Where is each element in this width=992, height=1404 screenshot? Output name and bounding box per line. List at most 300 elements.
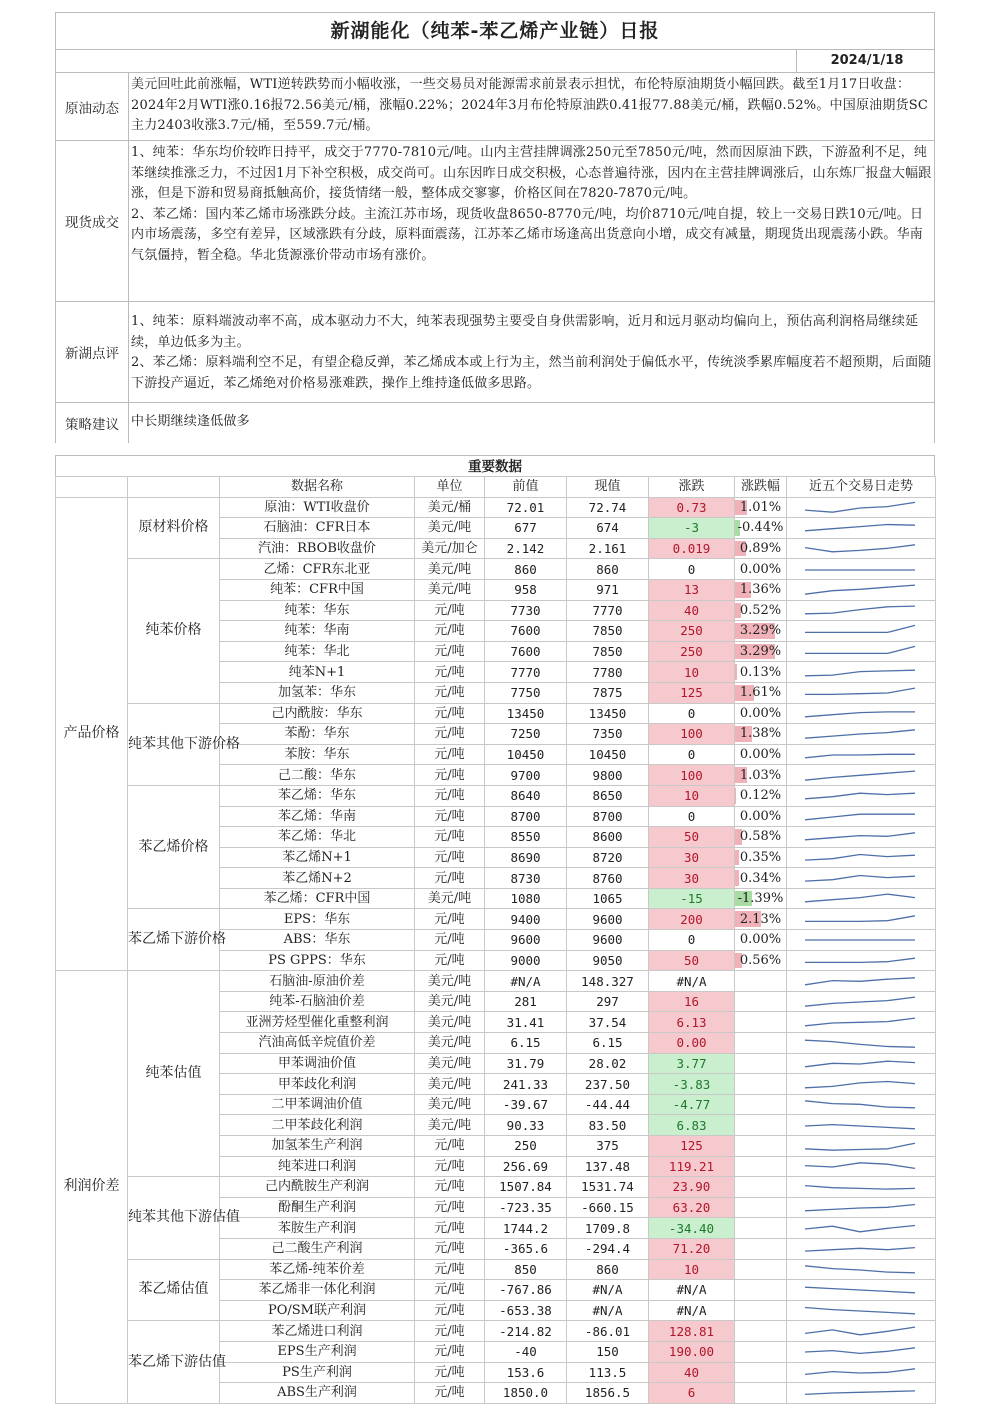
sparkline-line — [805, 502, 915, 512]
row-change: 0 — [649, 930, 735, 951]
row-name: 苯乙烯-纯苯价差 — [220, 1259, 415, 1280]
row-name: 纯苯：华南 — [220, 621, 415, 642]
row-cur: 28.02 — [567, 1053, 649, 1074]
row-sparkline — [787, 1012, 936, 1033]
pct-value: 0.58% — [739, 829, 782, 845]
pct-value: 0.12% — [739, 788, 782, 804]
row-change: -4.77 — [649, 1094, 735, 1115]
row-pct — [735, 1197, 787, 1218]
sparkline-line — [805, 1018, 915, 1026]
header-blank — [128, 477, 220, 498]
row-name: 苯乙烯进口利润 — [220, 1321, 415, 1342]
table-row — [56, 703, 936, 724]
row-change: #N/A — [649, 1300, 735, 1321]
row-change: 3.77 — [649, 1053, 735, 1074]
row-unit: 元/吨 — [415, 1259, 485, 1280]
sparkline-line — [805, 916, 915, 922]
row-name: 己二酸：华东 — [220, 765, 415, 786]
sparkline-line — [805, 771, 915, 780]
row-change: 250 — [649, 641, 735, 662]
table-row — [56, 909, 936, 930]
row-pct — [735, 1280, 787, 1301]
row-change: 30 — [649, 868, 735, 889]
row-sparkline — [787, 662, 936, 683]
group-label: 纯苯其他下游估值 — [128, 1177, 220, 1259]
sparkline-chart — [787, 992, 936, 1011]
header-unit: 单位 — [415, 477, 485, 498]
row-pct — [735, 888, 787, 909]
row-prev: 9000 — [485, 950, 567, 971]
row-unit: 美元/加仑 — [415, 538, 485, 559]
row-prev: -767.86 — [485, 1280, 567, 1301]
row-sparkline — [787, 724, 936, 745]
pct-bar — [735, 870, 739, 886]
sparkline-line — [805, 997, 915, 1006]
row-prev: 1744.2 — [485, 1218, 567, 1239]
row-change: #N/A — [649, 971, 735, 992]
group-label: 苯乙烯下游价格 — [128, 909, 220, 971]
row-unit: 元/吨 — [415, 1156, 485, 1177]
row-change: 200 — [649, 909, 735, 930]
row-unit: 美元/吨 — [415, 1012, 485, 1033]
sparkline-line — [805, 875, 915, 881]
pct-value: 0.56% — [739, 952, 782, 968]
row-unit: 美元/吨 — [415, 579, 485, 600]
pct-value: 1.61% — [739, 685, 782, 701]
pct-value: 1.01% — [739, 499, 782, 515]
sparkline-line — [805, 1327, 915, 1335]
row-name: 苯胺生产利润 — [220, 1218, 415, 1239]
row-prev: -365.6 — [485, 1238, 567, 1259]
report-title: 新湖能化（纯苯-苯乙烯产业链）日报 — [55, 12, 935, 49]
sparkline-chart — [787, 1198, 936, 1217]
sparkline-chart — [787, 930, 936, 949]
row-change: 30 — [649, 847, 735, 868]
row-pct — [735, 662, 787, 683]
sparkline-line — [805, 1248, 915, 1252]
row-cur: 860 — [567, 1259, 649, 1280]
pct-value: 0.34% — [739, 870, 782, 886]
row-sparkline — [787, 1341, 936, 1362]
row-name: 汽油高低辛烷值价差 — [220, 1033, 415, 1054]
row-prev: -653.38 — [485, 1300, 567, 1321]
row-name: 苯酚：华东 — [220, 724, 415, 745]
row-pct — [735, 1362, 787, 1383]
header-chg: 涨跌 — [649, 477, 735, 498]
row-cur: -44.44 — [567, 1094, 649, 1115]
row-change: 40 — [649, 1362, 735, 1383]
row-unit: 元/吨 — [415, 621, 485, 642]
sparkline-line — [805, 1186, 915, 1190]
sparkline-chart — [787, 869, 936, 888]
sparkline-line — [805, 1124, 915, 1128]
row-name: 苯乙烯：华北 — [220, 827, 415, 848]
row-sparkline — [787, 1115, 936, 1136]
row-prev: 1080 — [485, 888, 567, 909]
row-cur: 113.5 — [567, 1362, 649, 1383]
sparkline-chart — [787, 601, 936, 620]
row-pct — [735, 1259, 787, 1280]
row-sparkline — [787, 1156, 936, 1177]
sparkline-line — [805, 977, 915, 984]
row-pct — [735, 621, 787, 642]
row-cur: 7850 — [567, 641, 649, 662]
row-prev: 8730 — [485, 868, 567, 889]
row-unit: 元/吨 — [415, 827, 485, 848]
row-sparkline — [787, 950, 936, 971]
row-name: PO/SM联产利润 — [220, 1300, 415, 1321]
row-sparkline — [787, 682, 936, 703]
row-pct — [735, 538, 787, 559]
row-cur: 9600 — [567, 909, 649, 930]
section-label: 策略建议 — [56, 403, 129, 443]
header-pct: 涨跌幅 — [735, 477, 787, 498]
sparkline-line — [805, 1288, 915, 1294]
row-name: 原油：WTI收盘价 — [220, 497, 415, 518]
row-change: 0 — [649, 744, 735, 765]
sparkline-line — [805, 814, 915, 820]
row-change: -3 — [649, 518, 735, 539]
row-prev: 256.69 — [485, 1156, 567, 1177]
row-pct — [735, 1053, 787, 1074]
row-sparkline — [787, 1300, 936, 1321]
row-name: ABS：华东 — [220, 930, 415, 951]
row-change: 6.83 — [649, 1115, 735, 1136]
row-unit: 元/吨 — [415, 1136, 485, 1157]
sparkline-chart — [787, 1177, 936, 1196]
row-cur: 7770 — [567, 600, 649, 621]
row-cur: 8760 — [567, 868, 649, 889]
sparkline-line — [805, 1348, 915, 1354]
row-sparkline — [787, 703, 936, 724]
row-prev: 7600 — [485, 621, 567, 642]
pct-value: -0.44% — [737, 520, 784, 536]
row-cur: 8700 — [567, 806, 649, 827]
row-cur: 860 — [567, 559, 649, 580]
row-name: 纯苯：华东 — [220, 600, 415, 621]
report-sheet — [55, 12, 935, 1404]
row-name: 酚酮生产利润 — [220, 1197, 415, 1218]
sparkline-chart — [787, 1363, 936, 1382]
row-sparkline — [787, 579, 936, 600]
row-change: #N/A — [649, 1280, 735, 1301]
row-unit: 美元/吨 — [415, 1074, 485, 1095]
row-pct — [735, 600, 787, 621]
section-comment — [55, 301, 935, 402]
row-cur: 8650 — [567, 785, 649, 806]
row-unit: 元/吨 — [415, 1383, 485, 1404]
row-change: 125 — [649, 682, 735, 703]
category-label: 产品价格 — [56, 497, 128, 971]
sparkline-chart — [787, 786, 936, 805]
row-change: 100 — [649, 765, 735, 786]
row-sparkline — [787, 1136, 936, 1157]
sparkline-chart — [787, 910, 936, 929]
pct-bar — [735, 788, 736, 804]
row-cur: 83.50 — [567, 1115, 649, 1136]
row-unit: 元/吨 — [415, 847, 485, 868]
sparkline-chart — [787, 1322, 936, 1341]
row-sparkline — [787, 827, 936, 848]
row-unit: 美元/桶 — [415, 497, 485, 518]
row-prev: 8550 — [485, 827, 567, 848]
pct-value: 3.29% — [739, 623, 782, 639]
row-pct — [735, 827, 787, 848]
row-change: 23.90 — [649, 1177, 735, 1198]
section-strategy — [55, 402, 935, 443]
row-prev: 90.33 — [485, 1115, 567, 1136]
header-cur: 现值 — [567, 477, 649, 498]
row-prev: 2.142 — [485, 538, 567, 559]
row-unit: 美元/吨 — [415, 888, 485, 909]
row-unit: 元/吨 — [415, 765, 485, 786]
row-pct — [735, 641, 787, 662]
row-sparkline — [787, 1259, 936, 1280]
sparkline-chart — [787, 889, 936, 908]
row-change: 0 — [649, 559, 735, 580]
row-sparkline — [787, 497, 936, 518]
row-change: 0 — [649, 703, 735, 724]
row-pct — [735, 1218, 787, 1239]
table-header-row — [56, 477, 936, 498]
sparkline-chart — [787, 1239, 936, 1258]
row-unit: 美元/吨 — [415, 1094, 485, 1115]
row-name: 己内酰胺生产利润 — [220, 1177, 415, 1198]
row-sparkline — [787, 1197, 936, 1218]
header-prev: 前值 — [485, 477, 567, 498]
row-change: 100 — [649, 724, 735, 745]
row-cur: #N/A — [567, 1280, 649, 1301]
row-unit: 元/吨 — [415, 703, 485, 724]
section-crude — [55, 72, 935, 140]
row-cur: 72.74 — [567, 497, 649, 518]
row-pct — [735, 785, 787, 806]
sparkline-chart — [787, 580, 936, 599]
row-sparkline — [787, 1177, 936, 1198]
row-name: 苯乙烯：华东 — [220, 785, 415, 806]
row-unit: 美元/吨 — [415, 991, 485, 1012]
row-unit: 元/吨 — [415, 909, 485, 930]
sparkline-line — [805, 712, 915, 717]
sparkline-chart — [787, 704, 936, 723]
row-sparkline — [787, 559, 936, 580]
row-sparkline — [787, 621, 936, 642]
pct-value: 0.13% — [739, 664, 782, 680]
sparkline-line — [805, 754, 915, 758]
sparkline-chart — [787, 1116, 936, 1135]
row-prev: 850 — [485, 1259, 567, 1280]
row-unit: 元/吨 — [415, 1280, 485, 1301]
pct-value: 1.03% — [739, 767, 782, 783]
row-name: 苯胺：华东 — [220, 744, 415, 765]
sparkline-line — [805, 1081, 915, 1087]
sparkline-chart — [787, 518, 936, 537]
row-prev: 7770 — [485, 662, 567, 683]
row-pct — [735, 518, 787, 539]
row-pct — [735, 847, 787, 868]
row-unit: 元/吨 — [415, 744, 485, 765]
sparkline-chart — [787, 663, 936, 682]
sparkline-chart — [787, 1136, 936, 1155]
row-prev: 9700 — [485, 765, 567, 786]
row-name: ABS生产利润 — [220, 1383, 415, 1404]
row-change: 10 — [649, 785, 735, 806]
table-row — [56, 785, 936, 806]
sparkline-line — [805, 1163, 915, 1169]
row-sparkline — [787, 1238, 936, 1259]
row-pct — [735, 909, 787, 930]
row-name: 苯乙烯N+1 — [220, 847, 415, 868]
row-unit: 元/吨 — [415, 868, 485, 889]
row-prev: 6.15 — [485, 1033, 567, 1054]
sparkline-chart — [787, 1219, 936, 1238]
pct-bar — [735, 850, 739, 866]
category-label: 利润价差 — [56, 971, 128, 1403]
header-trend: 近五个交易日走势 — [787, 477, 936, 498]
row-name: 二甲苯歧化利润 — [220, 1115, 415, 1136]
row-name: 汽油：RBOB收盘价 — [220, 538, 415, 559]
row-unit: 元/吨 — [415, 1362, 485, 1383]
row-pct — [735, 579, 787, 600]
row-name: 加氢苯：华东 — [220, 682, 415, 703]
row-cur: 10450 — [567, 744, 649, 765]
row-unit: 元/吨 — [415, 641, 485, 662]
row-change: 0.00 — [649, 1033, 735, 1054]
sparkline-chart — [787, 1383, 936, 1402]
row-cur: #N/A — [567, 1300, 649, 1321]
row-sparkline — [787, 868, 936, 889]
section-text: 中长期继续逢低做多 — [131, 414, 250, 429]
pct-value: 0.00% — [739, 747, 782, 763]
row-pct — [735, 971, 787, 992]
row-prev: 281 — [485, 991, 567, 1012]
row-sparkline — [787, 538, 936, 559]
section-text: 1、纯苯：原料端波动率不高，成本驱动力不大，纯苯表现强势主要受自身供需影响，近月和远月驱动均偏向上，预估高利润格局继续延续，单边低多为主。 2、苯乙烯：原料端利空不足，有望企稳反弹，苯乙烯成本或上行为主，然当前利润处于偏低水平，传统淡季累库幅度若不超预期，后面随下游投产逼近，苯乙烯绝对价格易涨难跌，操作上维持逢低做多思路。 — [131, 314, 932, 391]
group-label: 纯苯估值 — [128, 971, 220, 1177]
row-prev: 72.01 — [485, 497, 567, 518]
row-cur: 1856.5 — [567, 1383, 649, 1404]
row-cur: -660.15 — [567, 1197, 649, 1218]
sparkline-chart — [787, 1033, 936, 1052]
row-prev: 8640 — [485, 785, 567, 806]
table-row — [56, 497, 936, 518]
row-change: 190.00 — [649, 1341, 735, 1362]
row-sparkline — [787, 930, 936, 951]
row-cur: 148.327 — [567, 971, 649, 992]
header-name: 数据名称 — [220, 477, 415, 498]
row-cur: 8720 — [567, 847, 649, 868]
pct-value: 0.35% — [739, 849, 782, 865]
row-prev: 958 — [485, 579, 567, 600]
row-sparkline — [787, 641, 936, 662]
row-cur: 13450 — [567, 703, 649, 724]
row-name: PS GPPS：华东 — [220, 950, 415, 971]
pct-value: 0.89% — [739, 541, 782, 557]
group-label: 苯乙烯下游估值 — [128, 1321, 220, 1403]
pct-value: 0.00% — [739, 705, 782, 721]
row-name: 苯乙烯：CFR中国 — [220, 888, 415, 909]
data-table — [55, 476, 936, 1404]
row-pct — [735, 724, 787, 745]
row-change: 6 — [649, 1383, 735, 1404]
row-pct — [735, 868, 787, 889]
row-cur: 9050 — [567, 950, 649, 971]
row-name: 石脑油-原油价差 — [220, 971, 415, 992]
row-cur: 674 — [567, 518, 649, 539]
row-pct — [735, 497, 787, 518]
section-label: 现货成交 — [56, 141, 129, 301]
sparkline-chart — [787, 848, 936, 867]
row-change: 50 — [649, 950, 735, 971]
row-pct — [735, 1094, 787, 1115]
pct-bar — [735, 664, 737, 680]
row-sparkline — [787, 1074, 936, 1095]
row-sparkline — [787, 1094, 936, 1115]
row-prev: 9400 — [485, 909, 567, 930]
row-unit: 美元/吨 — [415, 559, 485, 580]
row-change: 13 — [649, 579, 735, 600]
sparkline-chart — [787, 1095, 936, 1114]
pct-value: 0.52% — [739, 602, 782, 618]
row-pct — [735, 1383, 787, 1404]
header-blank — [56, 477, 128, 498]
sparkline-line — [805, 1369, 915, 1375]
row-change: 10 — [649, 1259, 735, 1280]
row-unit: 元/吨 — [415, 724, 485, 745]
row-unit: 元/吨 — [415, 1197, 485, 1218]
row-prev: 13450 — [485, 703, 567, 724]
row-change: -34.40 — [649, 1218, 735, 1239]
row-cur: 971 — [567, 579, 649, 600]
row-unit: 元/吨 — [415, 1341, 485, 1362]
sparkline-line — [805, 670, 915, 676]
row-sparkline — [787, 744, 936, 765]
row-sparkline — [787, 1033, 936, 1054]
row-sparkline — [787, 1280, 936, 1301]
row-unit: 元/吨 — [415, 806, 485, 827]
sparkline-chart — [787, 683, 936, 702]
row-sparkline — [787, 888, 936, 909]
row-cur: 1531.74 — [567, 1177, 649, 1198]
sparkline-chart — [787, 1157, 936, 1176]
row-sparkline — [787, 991, 936, 1012]
row-name: 乙烯：CFR东北亚 — [220, 559, 415, 580]
row-prev: -723.35 — [485, 1197, 567, 1218]
sparkline-line — [805, 1391, 915, 1395]
row-change: 50 — [649, 827, 735, 848]
row-change: 128.81 — [649, 1321, 735, 1342]
row-change: 125 — [649, 1136, 735, 1157]
group-label: 苯乙烯估值 — [128, 1259, 220, 1321]
row-pct — [735, 765, 787, 786]
row-name: PS生产利润 — [220, 1362, 415, 1383]
table-title: 重要数据 — [55, 455, 935, 476]
date-row — [55, 49, 935, 72]
row-change: 71.20 — [649, 1238, 735, 1259]
row-pct — [735, 1177, 787, 1198]
row-cur: 1065 — [567, 888, 649, 909]
row-prev: 153.6 — [485, 1362, 567, 1383]
row-cur: 7875 — [567, 682, 649, 703]
pct-value: -1.39% — [737, 891, 784, 907]
section-text: 1、纯苯：华东均价较昨日持平，成交于7770-7810元/吨。山内主营挂牌调涨250元至7850元/吨，然而因原油下跌，下游盈利不足，纯苯继续推涨乏力，不过因1月下补空积极，成交尚可。山东因昨日成交积极，心态普遍待涨，因内在主营挂牌调涨后，山东炼厂报盘大幅跟涨，但是下游和贸易商抵触高价，接货情绪一般，整体成交寥寥，价格区间在7820-7870元/吨。 2、苯乙烯：国内苯乙烯市场涨跌分歧。主流江苏市场，现货收盘8650-8770元/吨，均价8710元/吨自提，较上一交易日跌10元/吨。日内市场震荡，多空有差异，区域涨跌有分歧，原料面震荡，江苏苯乙烯市场逢高出货意向小增，成交有减量，期现货出现震荡小跌。华南气氛僵持，暂全稳。华北货源涨价带动市场有涨价。 — [131, 145, 932, 263]
row-cur: 7850 — [567, 621, 649, 642]
row-pct — [735, 930, 787, 951]
row-name: 纯苯：CFR中国 — [220, 579, 415, 600]
row-sparkline — [787, 1362, 936, 1383]
sparkline-line — [805, 646, 915, 653]
row-pct — [735, 559, 787, 580]
